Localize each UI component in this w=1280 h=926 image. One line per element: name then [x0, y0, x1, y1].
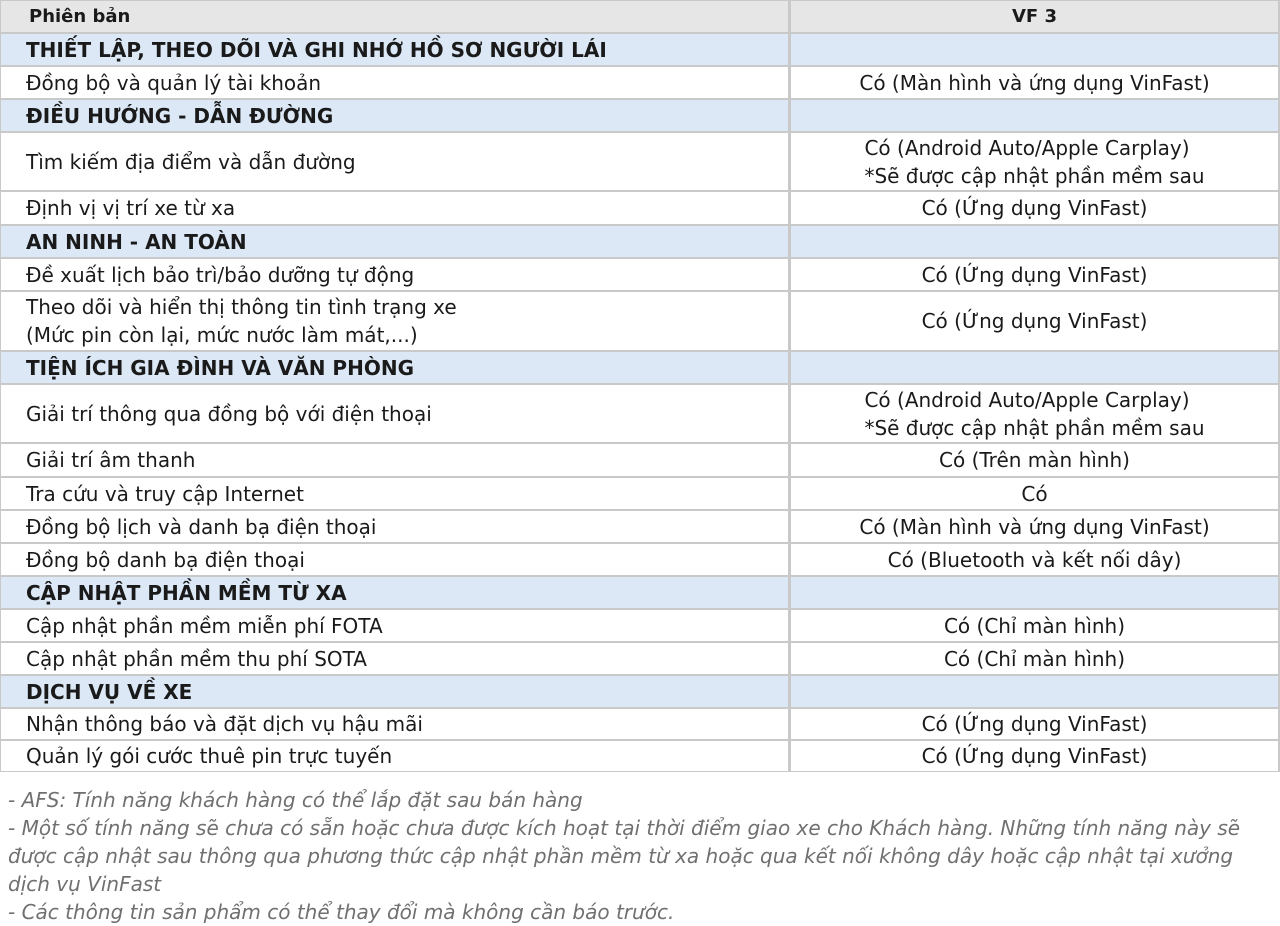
feature-value-line2: *Sẽ được cập nhật phần mềm sau — [864, 415, 1205, 440]
table-row — [0, 643, 1280, 674]
section-value-empty — [791, 226, 1278, 257]
feature-value: Có (Ứng dụng VinFast) — [791, 292, 1278, 350]
table-row — [0, 292, 1280, 350]
section-row — [0, 226, 1280, 257]
section-row — [0, 577, 1280, 608]
feature-value-line1: Có (Android Auto/Apple Carplay) — [864, 135, 1190, 160]
section-title: TIỆN ÍCH GIA ĐÌNH VÀ VĂN PHÒNG — [1, 352, 788, 383]
section-title: ĐIỀU HƯỚNG - DẪN ĐƯỜNG — [1, 100, 788, 131]
footnote-afs: - AFS: Tính năng khách hàng có thể lắp đặt sau bán hàng — [8, 788, 583, 812]
section-value-empty — [791, 34, 1278, 65]
feature-label: Đề xuất lịch bảo trì/bảo dưỡng tự động — [1, 259, 788, 290]
feature-value: Có — [791, 478, 1278, 509]
feature-label: Cập nhật phần mềm thu phí SOTA — [1, 643, 788, 674]
table-row — [0, 444, 1280, 476]
table-row — [0, 544, 1280, 575]
feature-label-line1: Theo dõi và hiển thị thông tin tình trạng xe — [26, 295, 457, 319]
feature-value: Có (Ứng dụng VinFast) — [791, 709, 1278, 739]
section-value-empty — [791, 352, 1278, 383]
feature-label — [1, 292, 788, 350]
section-title: AN NINH - AN TOÀN — [1, 226, 788, 257]
feature-label: Cập nhật phần mềm miễn phí FOTA — [1, 610, 788, 641]
feature-label: Nhận thông báo và đặt dịch vụ hậu mãi — [1, 709, 788, 739]
feature-value-line1: Có (Android Auto/Apple Carplay) — [864, 387, 1190, 412]
section-title: CẬP NHẬT PHẦN MỀM TỪ XA — [1, 577, 788, 608]
table-header-row — [0, 1, 1280, 32]
footnote-disclaimer: - Các thông tin sản phẩm có thể thay đổi mà không cần báo trước. — [8, 900, 675, 924]
feature-label: Định vị vị trí xe từ xa — [1, 192, 788, 224]
section-value-empty — [791, 577, 1278, 608]
feature-label: Giải trí âm thanh — [1, 444, 788, 476]
feature-value-line2: *Sẽ được cập nhật phần mềm sau — [864, 163, 1205, 188]
table-row — [0, 67, 1280, 98]
footnote-feature-availability: - Một số tính năng sẽ chưa có sẵn hoặc chưa được kích hoạt tại thời điểm giao xe cho Khách hàng. Những tính năng này sẽ được cập nhật sau thông qua phương thức cập nhật phần mềm từ xa hoặc qua kết nối không dây hoặc cập nhật tại xưởng dịch vụ VinFast — [8, 816, 1241, 896]
table-row — [0, 610, 1280, 641]
feature-value: Có (Trên màn hình) — [791, 444, 1278, 476]
feature-label: Giải trí thông qua đồng bộ với điện thoại — [1, 385, 788, 442]
table-row — [0, 478, 1280, 509]
feature-value: Có (Chỉ màn hình) — [791, 643, 1278, 674]
feature-label: Quản lý gói cước thuê pin trực tuyến — [1, 741, 788, 771]
feature-value: Có (Ứng dụng VinFast) — [791, 741, 1278, 771]
table-row — [0, 192, 1280, 224]
feature-label: Tra cứu và truy cập Internet — [1, 478, 788, 509]
feature-value: Có (Ứng dụng VinFast) — [791, 259, 1278, 290]
feature-label: Đồng bộ và quản lý tài khoản — [1, 67, 788, 98]
feature-value: Có (Chỉ màn hình) — [791, 610, 1278, 641]
table-row — [0, 259, 1280, 290]
feature-value: Có (Màn hình và ứng dụng VinFast) — [791, 67, 1278, 98]
section-value-empty — [791, 100, 1278, 131]
table-row — [0, 133, 1280, 190]
feature-value — [791, 385, 1278, 442]
feature-value — [791, 133, 1278, 190]
section-value-empty — [791, 676, 1278, 707]
section-row — [0, 352, 1280, 383]
section-row — [0, 100, 1280, 131]
feature-value: Có (Bluetooth và kết nối dây) — [791, 544, 1278, 575]
footnotes — [8, 786, 1270, 926]
section-title: THIẾT LẬP, THEO DÕI VÀ GHI NHỚ HỒ SƠ NGƯỜI LÁI — [1, 34, 788, 65]
feature-label-line2: (Mức pin còn lại, mức nước làm mát,...) — [26, 323, 418, 347]
feature-value: Có (Ứng dụng VinFast) — [791, 192, 1278, 224]
table-row — [0, 741, 1280, 771]
section-row — [0, 34, 1280, 65]
feature-label: Tìm kiếm địa điểm và dẫn đường — [1, 133, 788, 190]
header-version-label: Phiên bản — [1, 1, 788, 32]
feature-label: Đồng bộ danh bạ điện thoại — [1, 544, 788, 575]
feature-value: Có (Màn hình và ứng dụng VinFast) — [791, 511, 1278, 542]
header-model-label: VF 3 — [791, 1, 1278, 32]
table-row — [0, 385, 1280, 442]
table-row — [0, 511, 1280, 542]
feature-label: Đồng bộ lịch và danh bạ điện thoại — [1, 511, 788, 542]
section-row — [0, 676, 1280, 707]
table-row — [0, 709, 1280, 739]
section-title: DỊCH VỤ VỀ XE — [1, 676, 788, 707]
